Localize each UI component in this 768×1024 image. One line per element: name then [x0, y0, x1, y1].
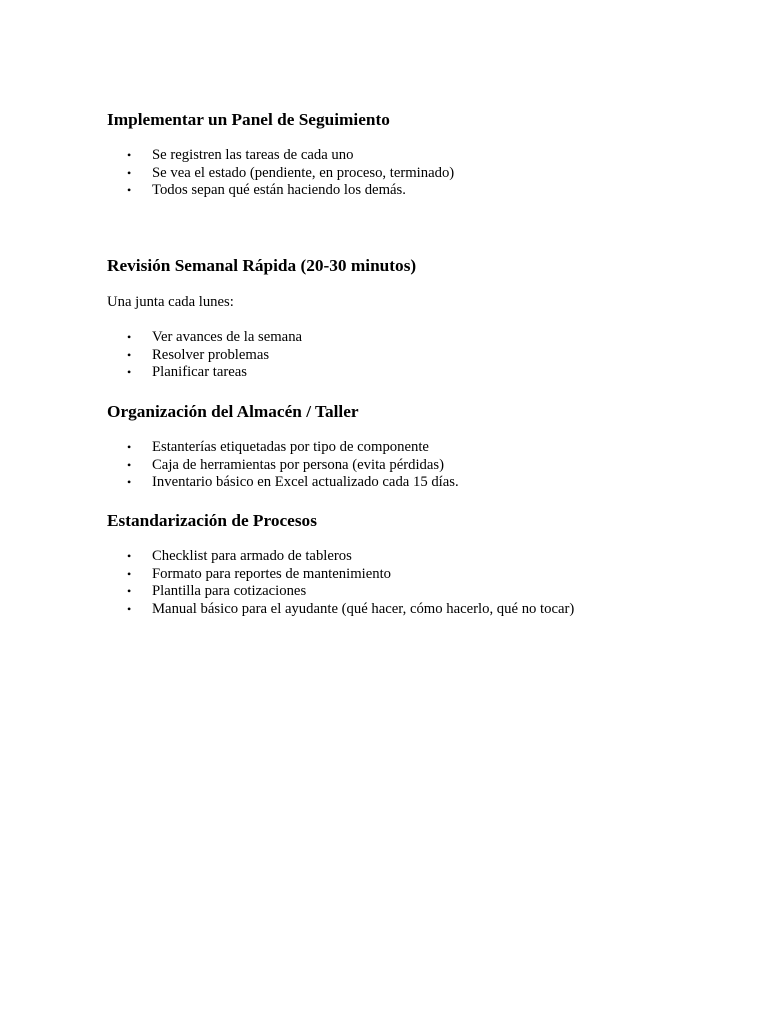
list-item-text: Formato para reportes de mantenimiento — [152, 565, 392, 582]
list-item-text: Todos sepan qué están haciendo los demás. — [152, 182, 406, 199]
bullet-icon: • — [127, 148, 132, 162]
list-item — [107, 601, 707, 619]
bullet-icon: • — [127, 347, 132, 362]
section-paragraph: Una junta cada lunes: — [107, 294, 234, 310]
list-item-text: Planificar tareas — [152, 364, 248, 381]
list-item-text: Plantilla para cotizaciones — [152, 583, 307, 600]
list-item-text: Checklist para armado de tableros — [152, 548, 352, 564]
bullet-icon: • — [127, 165, 132, 180]
bullet-icon: • — [127, 475, 132, 490]
bullet-icon: • — [127, 365, 132, 380]
bullet-icon: • — [127, 330, 132, 344]
list-item-text: Caja de herramientas por persona (evita pérdidas) — [152, 456, 444, 473]
list-item — [107, 583, 707, 601]
list-item-text: Se vea el estado (pendiente, en proceso, terminado) — [152, 164, 455, 181]
list-item-text: Manual básico para el ayudante (qué hacer, cómo hacerlo, qué no tocar) — [152, 601, 575, 618]
list-item-text: Inventario básico en Excel actualizado cada 15 días. — [152, 474, 459, 491]
list-item — [107, 566, 707, 584]
list-item-text: Se registren las tareas de cada uno — [152, 147, 354, 163]
list-item-text: Ver avances de la semana — [152, 329, 303, 345]
bullet-list — [107, 548, 707, 619]
list-item — [107, 347, 707, 365]
bullet-icon: • — [127, 549, 132, 563]
bullet-icon: • — [127, 457, 132, 472]
list-item — [107, 474, 707, 492]
list-item — [107, 165, 707, 183]
section-heading: Estandarización de Procesos — [107, 511, 317, 530]
bullet-icon: • — [127, 183, 132, 198]
list-item — [107, 147, 707, 165]
bullet-icon: • — [127, 602, 132, 617]
bullet-list — [107, 439, 707, 492]
section-heading: Implementar un Panel de Seguimiento — [107, 110, 390, 129]
list-item-text: Estanterías etiquetadas por tipo de componente — [152, 439, 429, 455]
section-heading: Revisión Semanal Rápida (20-30 minutos) — [107, 256, 417, 275]
list-item-text: Resolver problemas — [152, 346, 270, 363]
list-item — [107, 364, 707, 382]
bullet-icon: • — [127, 584, 132, 599]
bullet-icon: • — [127, 566, 132, 581]
list-item — [107, 457, 707, 475]
section-heading: Organización del Almacén / Taller — [107, 402, 359, 421]
list-item — [107, 548, 707, 566]
list-item — [107, 439, 707, 457]
bullet-icon: • — [127, 440, 132, 454]
list-item — [107, 182, 707, 200]
bullet-list — [107, 329, 707, 382]
list-item — [107, 329, 707, 347]
bullet-list — [107, 147, 707, 200]
